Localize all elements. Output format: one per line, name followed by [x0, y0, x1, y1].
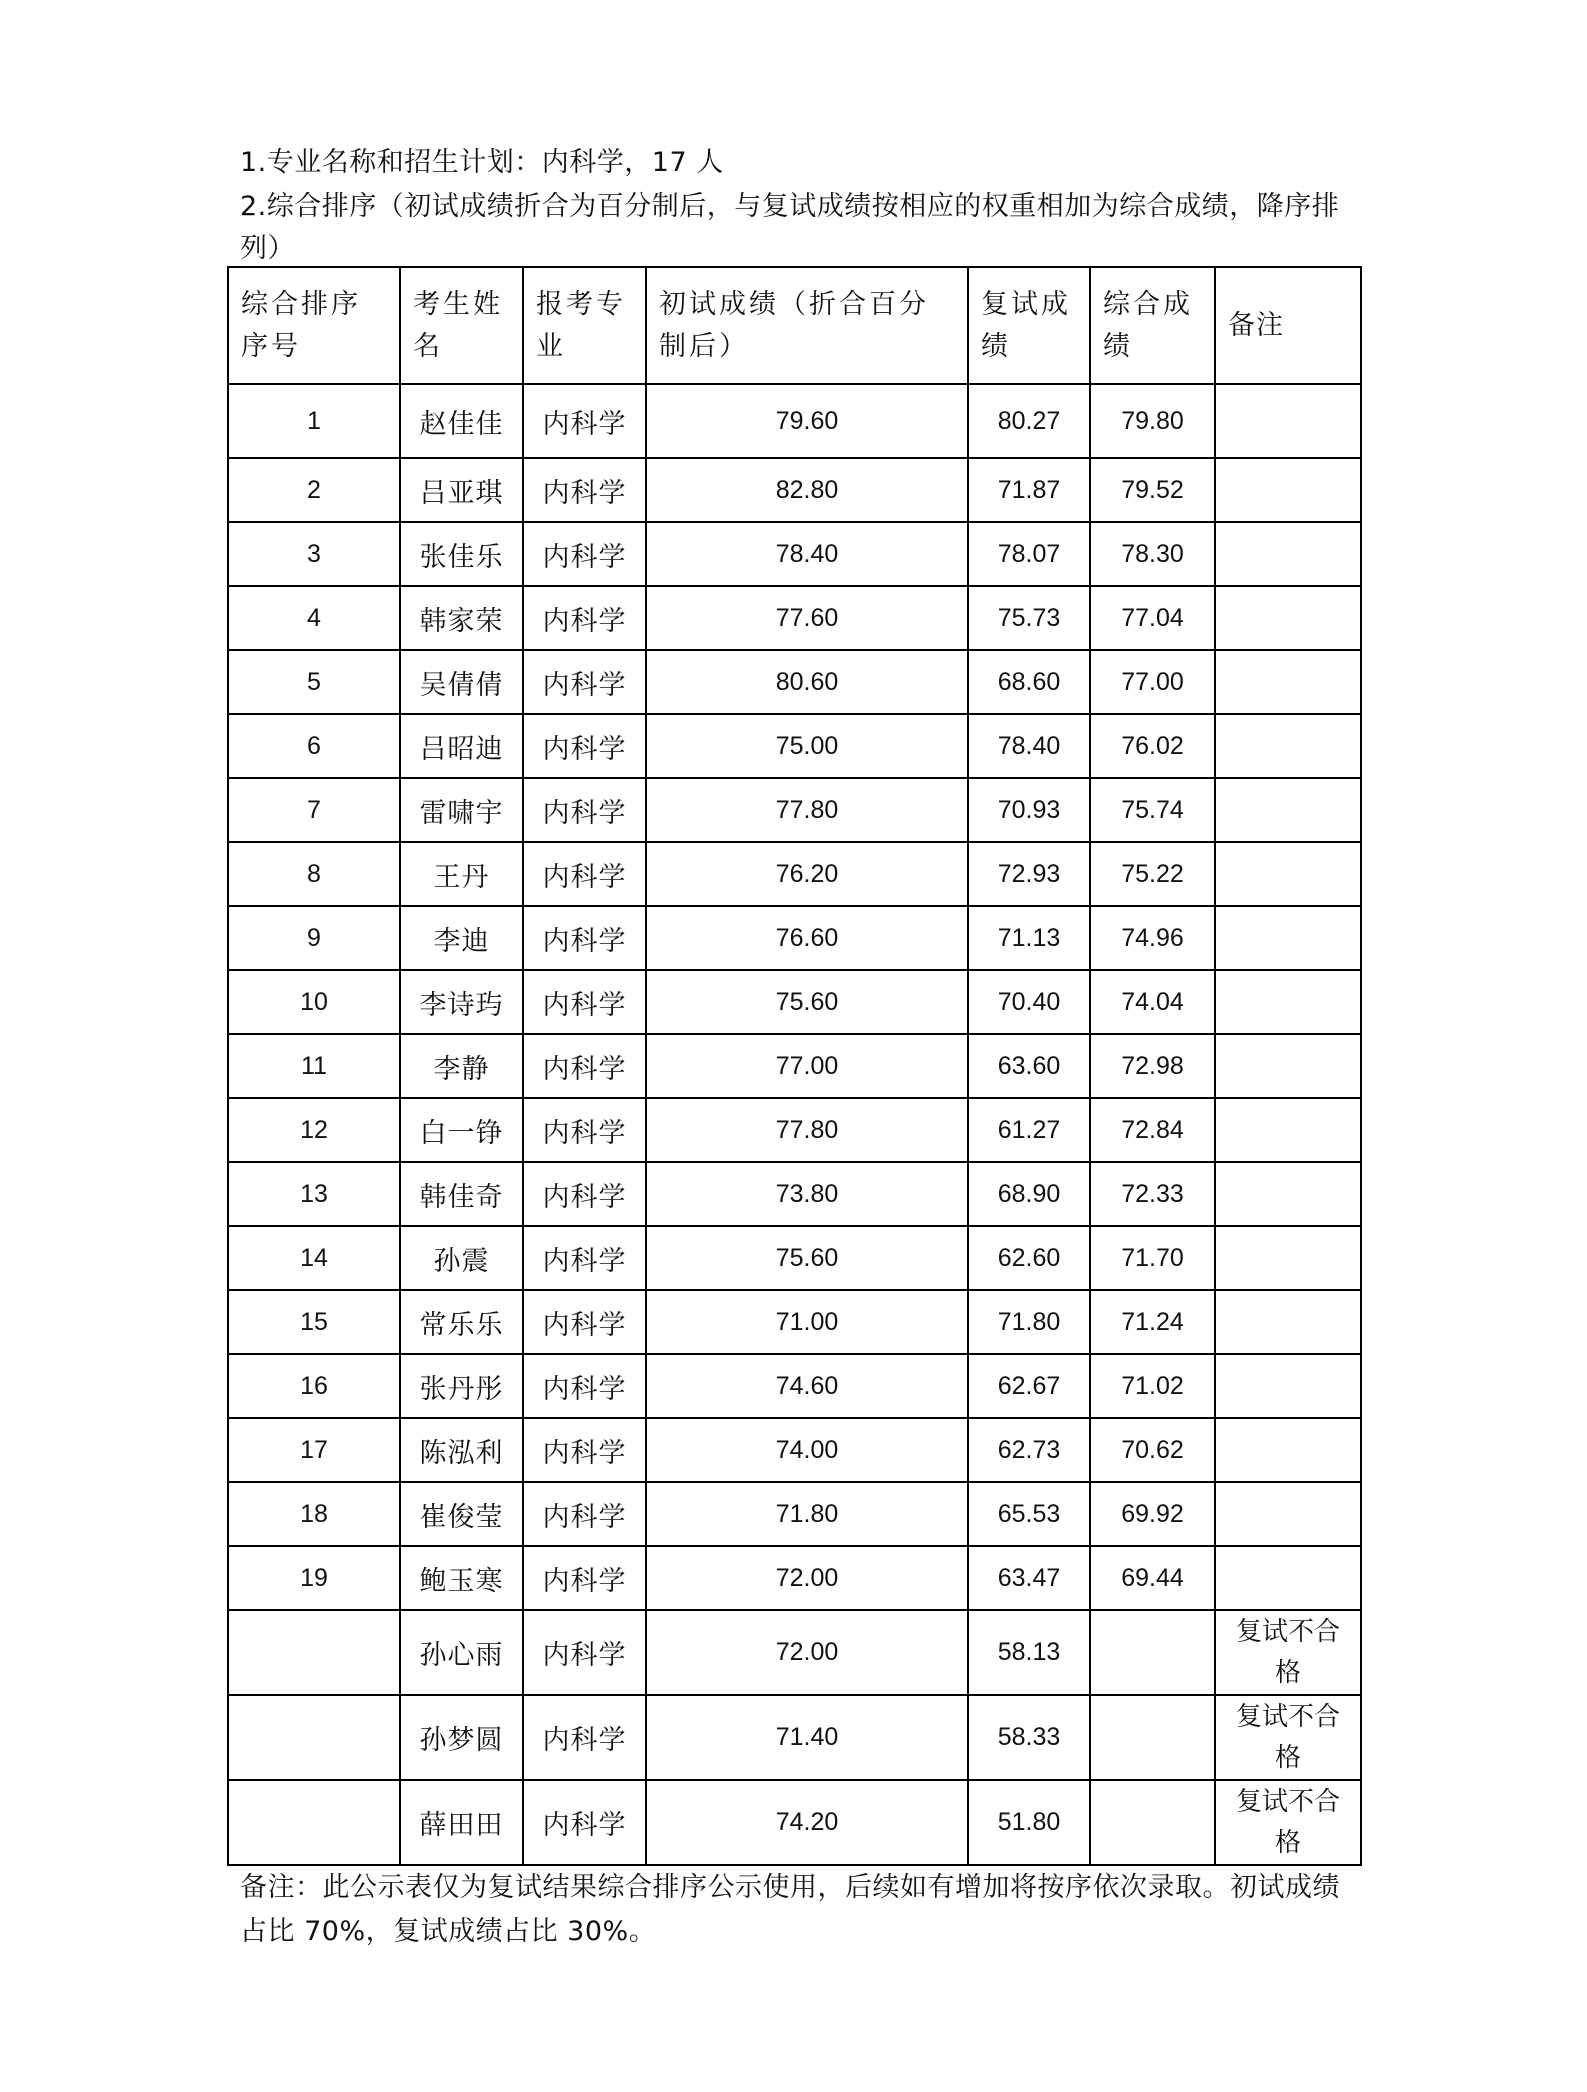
cell-name: 韩佳奇	[400, 1162, 523, 1226]
cell-retest-score: 71.13	[968, 906, 1090, 970]
cell-retest-score: 51.80	[968, 1780, 1090, 1865]
cell-initial-score: 75.00	[646, 714, 968, 778]
cell-rank: 6	[228, 714, 400, 778]
cell-major: 内科学	[523, 906, 646, 970]
cell-note	[1215, 458, 1361, 522]
cell-major: 内科学	[523, 1610, 646, 1695]
cell-name: 孙心雨	[400, 1610, 523, 1695]
header-note: 备注	[1215, 267, 1361, 384]
cell-retest-score: 58.33	[968, 1695, 1090, 1780]
cell-major: 内科学	[523, 1482, 646, 1546]
cell-retest-score: 78.40	[968, 714, 1090, 778]
cell-note	[1215, 650, 1361, 714]
cell-retest-score: 78.07	[968, 522, 1090, 586]
cell-retest-score: 61.27	[968, 1098, 1090, 1162]
cell-rank: 9	[228, 906, 400, 970]
cell-total-score: 71.02	[1090, 1354, 1215, 1418]
intro-section	[240, 142, 1360, 270]
cell-note	[1215, 970, 1361, 1034]
cell-name: 韩家荣	[400, 586, 523, 650]
cell-initial-score: 74.60	[646, 1354, 968, 1418]
cell-name: 吕昭迪	[400, 714, 523, 778]
cell-retest-score: 71.87	[968, 458, 1090, 522]
cell-rank: 12	[228, 1098, 400, 1162]
cell-rank: 8	[228, 842, 400, 906]
cell-major: 内科学	[523, 458, 646, 522]
cell-total-score	[1090, 1695, 1215, 1780]
table-row	[228, 1780, 1361, 1865]
cell-initial-score: 74.00	[646, 1418, 968, 1482]
cell-name: 白一铮	[400, 1098, 523, 1162]
major-and-quota-line: 1.专业名称和招生计划：内科学，17 人	[240, 147, 724, 178]
cell-major: 内科学	[523, 1290, 646, 1354]
cell-note	[1215, 1354, 1361, 1418]
cell-rank: 19	[228, 1546, 400, 1610]
cell-note	[1215, 1290, 1361, 1354]
table-row	[228, 1034, 1361, 1098]
cell-rank: 18	[228, 1482, 400, 1546]
cell-total-score: 71.70	[1090, 1226, 1215, 1290]
cell-note	[1215, 586, 1361, 650]
cell-note	[1215, 1418, 1361, 1482]
table-row	[228, 842, 1361, 906]
cell-initial-score: 75.60	[646, 970, 968, 1034]
cell-name: 李迪	[400, 906, 523, 970]
cell-name: 孙震	[400, 1226, 523, 1290]
cell-rank: 10	[228, 970, 400, 1034]
cell-rank	[228, 1780, 400, 1865]
cell-major: 内科学	[523, 522, 646, 586]
cell-name: 张佳乐	[400, 522, 523, 586]
cell-name: 李静	[400, 1034, 523, 1098]
cell-name: 常乐乐	[400, 1290, 523, 1354]
cell-total-score: 78.30	[1090, 522, 1215, 586]
cell-note	[1215, 1546, 1361, 1610]
table-row	[228, 1695, 1361, 1780]
cell-total-score	[1090, 1610, 1215, 1695]
table-row	[228, 906, 1361, 970]
table-header-row	[228, 267, 1361, 384]
cell-note	[1215, 778, 1361, 842]
cell-name: 崔俊莹	[400, 1482, 523, 1546]
cell-name: 吴倩倩	[400, 650, 523, 714]
cell-total-score	[1090, 1780, 1215, 1865]
cell-rank: 5	[228, 650, 400, 714]
cell-total-score: 71.24	[1090, 1290, 1215, 1354]
cell-note	[1215, 1034, 1361, 1098]
table-row	[228, 1482, 1361, 1546]
cell-major: 内科学	[523, 650, 646, 714]
cell-name: 王丹	[400, 842, 523, 906]
cell-note	[1215, 906, 1361, 970]
cell-initial-score: 73.80	[646, 1162, 968, 1226]
cell-note	[1215, 842, 1361, 906]
cell-initial-score: 71.00	[646, 1290, 968, 1354]
cell-initial-score: 77.80	[646, 778, 968, 842]
cell-major: 内科学	[523, 970, 646, 1034]
cell-total-score: 69.44	[1090, 1546, 1215, 1610]
cell-note	[1215, 1162, 1361, 1226]
table-row	[228, 1354, 1361, 1418]
score-ranking-table	[227, 266, 1362, 1866]
cell-initial-score: 76.20	[646, 842, 968, 906]
cell-rank: 3	[228, 522, 400, 586]
header-name: 考生姓名	[400, 267, 523, 384]
header-total-score: 综合成绩	[1090, 267, 1215, 384]
cell-major: 内科学	[523, 586, 646, 650]
cell-total-score: 72.33	[1090, 1162, 1215, 1226]
cell-initial-score: 79.60	[646, 384, 968, 458]
cell-major: 内科学	[523, 1780, 646, 1865]
cell-initial-score: 74.20	[646, 1780, 968, 1865]
cell-major: 内科学	[523, 842, 646, 906]
cell-note	[1215, 384, 1361, 458]
cell-initial-score: 71.80	[646, 1482, 968, 1546]
cell-major: 内科学	[523, 1418, 646, 1482]
cell-name: 雷啸宇	[400, 778, 523, 842]
table-body	[228, 384, 1361, 1865]
table-row	[228, 1418, 1361, 1482]
cell-initial-score: 78.40	[646, 522, 968, 586]
table-row	[228, 458, 1361, 522]
table-row	[228, 384, 1361, 458]
cell-major: 内科学	[523, 1034, 646, 1098]
cell-retest-score: 70.40	[968, 970, 1090, 1034]
cell-total-score: 74.04	[1090, 970, 1215, 1034]
table-row	[228, 1162, 1361, 1226]
cell-name: 李诗玙	[400, 970, 523, 1034]
cell-note: 复试不合格	[1215, 1780, 1361, 1865]
cell-rank	[228, 1695, 400, 1780]
footer-note: 备注：此公示表仅为复试结果综合排序公示使用，后续如有增加将按序依次录取。初试成绩占比 70%，复试成绩占比 30%。	[240, 1872, 1340, 1947]
cell-retest-score: 63.60	[968, 1034, 1090, 1098]
cell-total-score: 75.22	[1090, 842, 1215, 906]
cell-retest-score: 80.27	[968, 384, 1090, 458]
cell-note	[1215, 1226, 1361, 1290]
ranking-description-line: 2.综合排序（初试成绩折合为百分制后，与复试成绩按相应的权重相加为综合成绩，降序排列）	[240, 191, 1340, 264]
cell-major: 内科学	[523, 384, 646, 458]
cell-note	[1215, 714, 1361, 778]
cell-major: 内科学	[523, 1098, 646, 1162]
cell-retest-score: 71.80	[968, 1290, 1090, 1354]
cell-retest-score: 62.60	[968, 1226, 1090, 1290]
cell-retest-score: 65.53	[968, 1482, 1090, 1546]
cell-initial-score: 72.00	[646, 1610, 968, 1695]
table-row	[228, 1290, 1361, 1354]
cell-rank: 2	[228, 458, 400, 522]
cell-major: 内科学	[523, 1695, 646, 1780]
cell-initial-score: 72.00	[646, 1546, 968, 1610]
table-row	[228, 778, 1361, 842]
cell-note	[1215, 522, 1361, 586]
cell-name: 孙梦圆	[400, 1695, 523, 1780]
cell-major: 内科学	[523, 1226, 646, 1290]
cell-major: 内科学	[523, 778, 646, 842]
cell-major: 内科学	[523, 714, 646, 778]
cell-total-score: 75.74	[1090, 778, 1215, 842]
header-rank: 综合排序序号	[228, 267, 400, 384]
table-row	[228, 1226, 1361, 1290]
cell-retest-score: 62.73	[968, 1418, 1090, 1482]
cell-rank: 17	[228, 1418, 400, 1482]
cell-name: 陈泓利	[400, 1418, 523, 1482]
cell-retest-score: 62.67	[968, 1354, 1090, 1418]
cell-initial-score: 75.60	[646, 1226, 968, 1290]
cell-initial-score: 77.60	[646, 586, 968, 650]
cell-retest-score: 72.93	[968, 842, 1090, 906]
table-row	[228, 650, 1361, 714]
cell-rank: 15	[228, 1290, 400, 1354]
cell-retest-score: 68.60	[968, 650, 1090, 714]
cell-name: 薛田田	[400, 1780, 523, 1865]
cell-total-score: 79.80	[1090, 384, 1215, 458]
cell-total-score: 72.84	[1090, 1098, 1215, 1162]
cell-rank	[228, 1610, 400, 1695]
cell-rank: 13	[228, 1162, 400, 1226]
cell-initial-score: 80.60	[646, 650, 968, 714]
cell-total-score: 76.02	[1090, 714, 1215, 778]
header-initial-score: 初试成绩（折合百分制后）	[646, 267, 968, 384]
cell-major: 内科学	[523, 1162, 646, 1226]
cell-rank: 7	[228, 778, 400, 842]
cell-retest-score: 63.47	[968, 1546, 1090, 1610]
cell-initial-score: 77.00	[646, 1034, 968, 1098]
cell-rank: 16	[228, 1354, 400, 1418]
cell-note	[1215, 1098, 1361, 1162]
cell-note: 复试不合格	[1215, 1695, 1361, 1780]
cell-initial-score: 76.60	[646, 906, 968, 970]
header-major: 报考专业	[523, 267, 646, 384]
cell-note: 复试不合格	[1215, 1610, 1361, 1695]
cell-total-score: 69.92	[1090, 1482, 1215, 1546]
cell-total-score: 74.96	[1090, 906, 1215, 970]
table-row	[228, 1546, 1361, 1610]
cell-name: 张丹彤	[400, 1354, 523, 1418]
cell-total-score: 77.00	[1090, 650, 1215, 714]
cell-rank: 11	[228, 1034, 400, 1098]
cell-retest-score: 58.13	[968, 1610, 1090, 1695]
table-row	[228, 970, 1361, 1034]
cell-retest-score: 75.73	[968, 586, 1090, 650]
cell-retest-score: 68.90	[968, 1162, 1090, 1226]
cell-note	[1215, 1482, 1361, 1546]
cell-major: 内科学	[523, 1546, 646, 1610]
table-row	[228, 714, 1361, 778]
cell-total-score: 79.52	[1090, 458, 1215, 522]
cell-name: 鲍玉寒	[400, 1546, 523, 1610]
cell-total-score: 72.98	[1090, 1034, 1215, 1098]
cell-rank: 14	[228, 1226, 400, 1290]
cell-initial-score: 71.40	[646, 1695, 968, 1780]
cell-rank: 1	[228, 384, 400, 458]
cell-initial-score: 82.80	[646, 458, 968, 522]
cell-name: 赵佳佳	[400, 384, 523, 458]
table-row	[228, 1098, 1361, 1162]
cell-initial-score: 77.80	[646, 1098, 968, 1162]
table-row	[228, 1610, 1361, 1695]
table-row	[228, 586, 1361, 650]
header-retest-score: 复试成绩	[968, 267, 1090, 384]
cell-retest-score: 70.93	[968, 778, 1090, 842]
cell-total-score: 77.04	[1090, 586, 1215, 650]
cell-major: 内科学	[523, 1354, 646, 1418]
table-row	[228, 522, 1361, 586]
cell-rank: 4	[228, 586, 400, 650]
cell-total-score: 70.62	[1090, 1418, 1215, 1482]
cell-name: 吕亚琪	[400, 458, 523, 522]
